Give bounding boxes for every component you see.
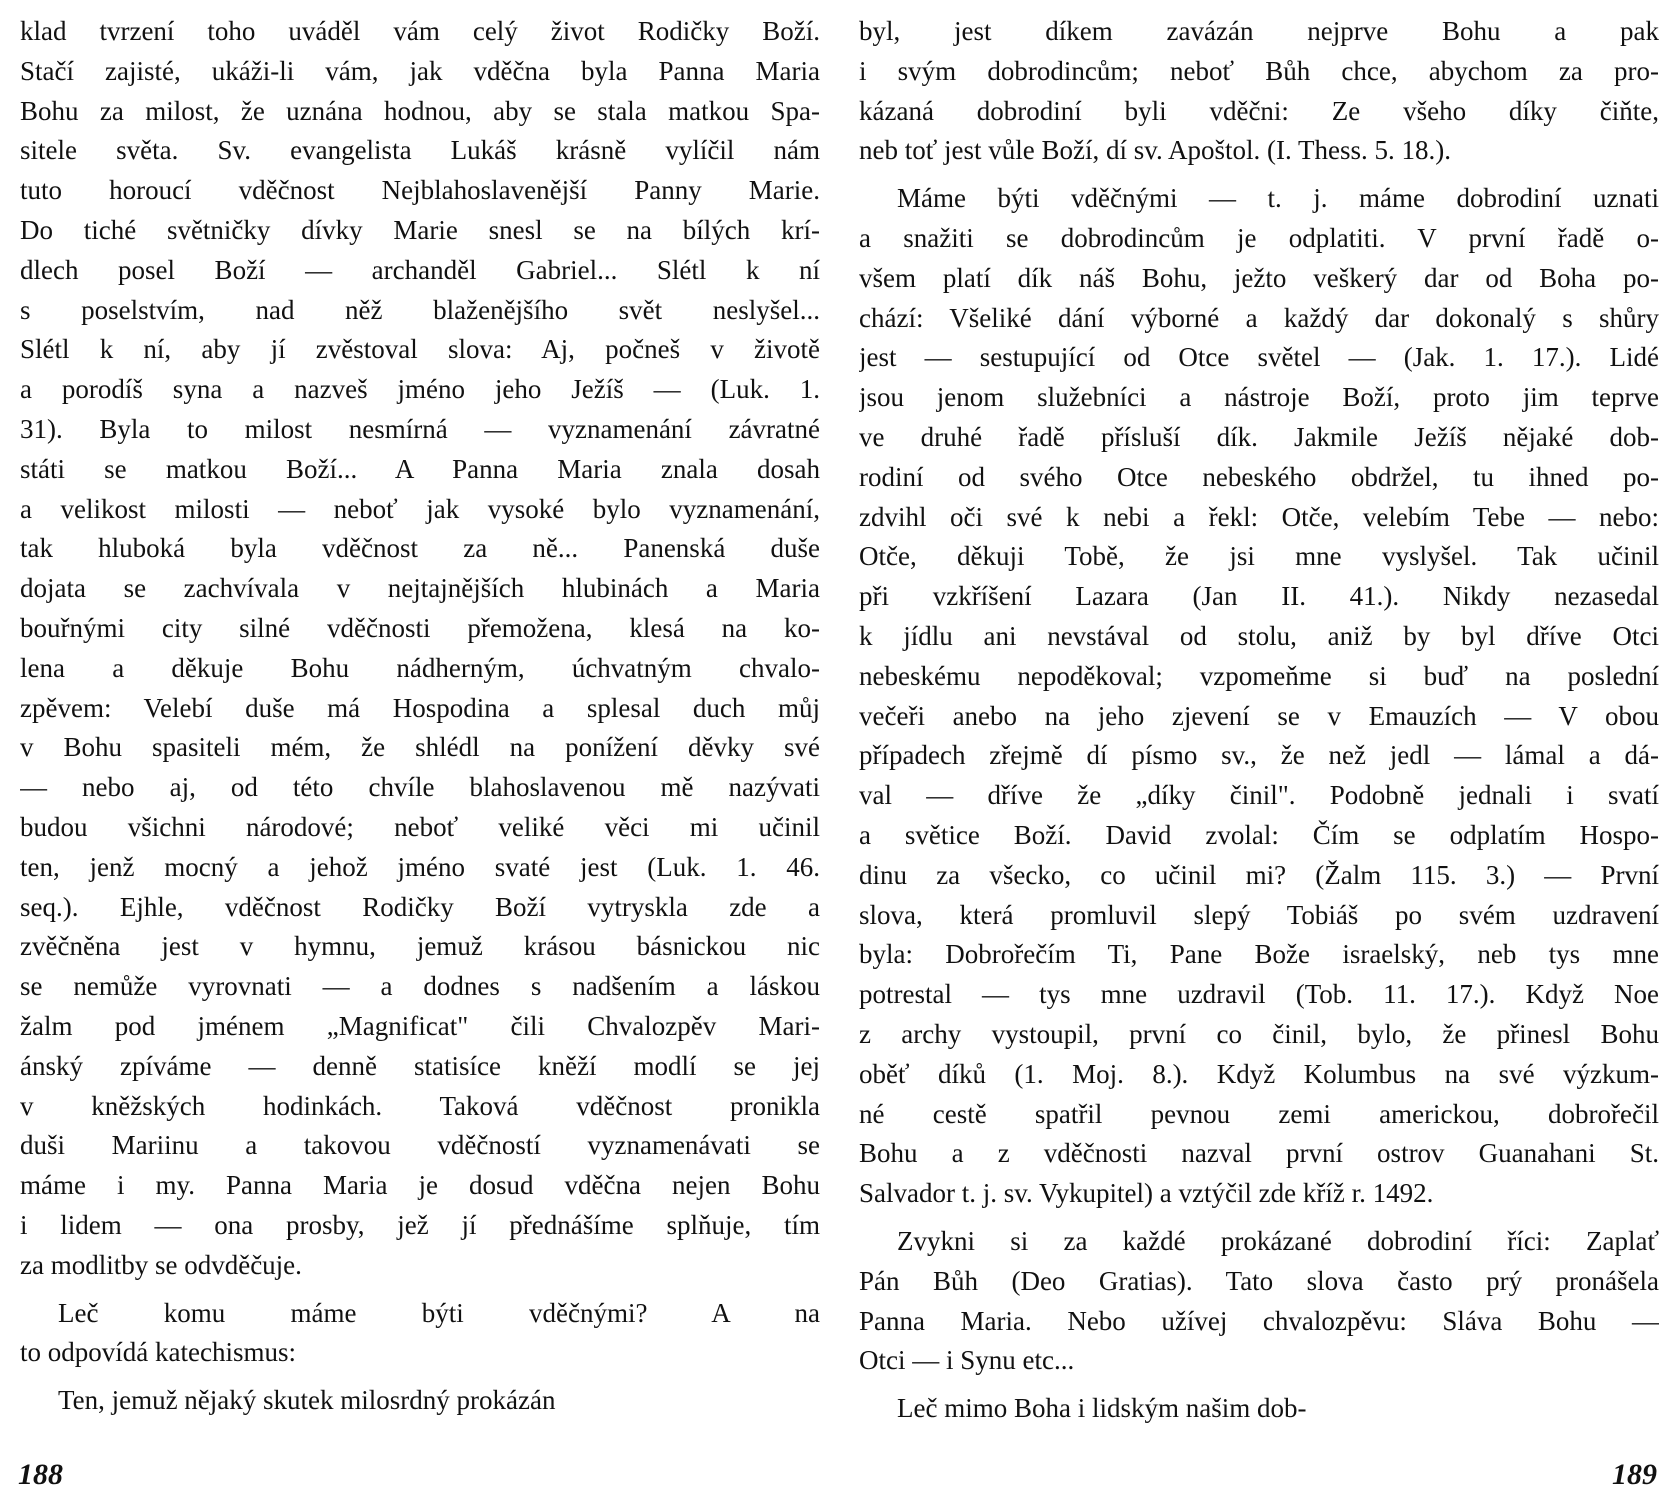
text-line: dlech posel Boží — archanděl Gabriel... Slétl k ní xyxy=(20,254,820,285)
text-line: tak hluboká byla vděčnost za ně... Panenská duše xyxy=(20,533,820,564)
text-line: v kněžských hodinkách. Taková vděčnost pronikla xyxy=(20,1090,820,1121)
text-line: potrestal — tys mne uzdravil (Tob. 11. 17.). Když Noe xyxy=(859,979,1659,1010)
text-line: tuto horoucí vděčnost Nejblahoslavenější Panny Marie. xyxy=(20,175,820,206)
paragraph xyxy=(859,1222,1659,1381)
text-line: i svým dobrodincům; neboť Bůh chce, abychom za pro- xyxy=(859,55,1659,86)
text-line: a snažiti se dobrodincům je odplatiti. V první řadě o- xyxy=(859,222,1659,253)
text-line: s poselstvím, nad něž blaženějšího svět neslyšel... xyxy=(20,294,820,325)
text-line: 31). Byla to milost nesmírná — vyznamenání závratné xyxy=(20,413,820,444)
right-text-column xyxy=(859,12,1659,1429)
text-line: chází: Všeliké dání výborné a každý dar dokonalý s shůry xyxy=(859,302,1659,333)
text-line: oběť díků (1. Moj. 8.). Když Kolumbus na své výzkum- xyxy=(859,1058,1659,1089)
text-line: kázaná dobrodiní byli vděčni: Ze všeho díky čiňte, xyxy=(859,95,1659,126)
text-line: to odpovídá katechismus: xyxy=(20,1337,296,1368)
text-line: Panna Maria. Nebo užívej chvalozpěvu: Sláva Bohu — xyxy=(859,1305,1659,1336)
left-text-column xyxy=(20,12,820,1421)
text-line: Do tiché světničky dívky Marie snesl se na bílých krí- xyxy=(20,214,820,245)
text-line: máme i my. Panna Maria je dosud vděčna nejen Bohu xyxy=(20,1170,820,1201)
paragraph xyxy=(859,12,1659,171)
text-line: případech zřejmě dí písmo sv., že než jedl — lámal a dá- xyxy=(859,740,1659,771)
text-line: duši Mariinu a takovou vděčností vyznamenávati se xyxy=(20,1130,820,1161)
text-line: val — dříve že „díky činil". Podobně jednali i svatí xyxy=(859,780,1659,811)
text-line: Leč komu máme býti vděčnými? A na xyxy=(58,1297,820,1328)
text-line: Slétl k ní, aby jí zvěstoval slova: Aj, počneš v životě xyxy=(20,334,820,365)
text-line: bouřnými city silné vděčnosti přemožena, klesá na ko- xyxy=(20,612,820,643)
text-line: Otče, děkuji Tobě, že jsi mne vyslyšel. Tak učinil xyxy=(859,541,1659,572)
text-line: budou všichni národové; neboť veliké věci mi učinil xyxy=(20,811,820,842)
text-line: Stačí zajisté, ukáži-li vám, jak vděčna byla Panna Maria xyxy=(20,55,820,86)
page-number-left: 188 xyxy=(18,1458,63,1491)
paragraph xyxy=(859,1389,1659,1429)
text-line: né cestě spatřil pevnou zemi americkou, dobrořečil xyxy=(859,1098,1659,1129)
text-line: seq.). Ejhle, vděčnost Rodičky Boží vytryskla zde a xyxy=(20,891,820,922)
text-line: se nemůže vyrovnati — a dodnes s nadšením a láskou xyxy=(20,971,820,1002)
text-line: jest — sestupující od Otce světel — (Jak. 1. 17.). Lidé xyxy=(859,342,1659,373)
paragraph-gap xyxy=(859,1381,1659,1389)
text-line: neb toť jest vůle Boží, dí sv. Apoštol. (I. Thess. 5. 18.). xyxy=(859,135,1451,166)
text-line: byl, jest díkem zavázán nejprve Bohu a pak xyxy=(859,16,1659,46)
text-line: Máme býti vděčnými — t. j. máme dobrodiní uznati xyxy=(897,183,1659,214)
text-line: dojata se zachvívala v nejtajnějších hlubinách a Maria xyxy=(20,573,820,604)
paragraph-gap xyxy=(859,171,1659,179)
text-line: sitele světa. Sv. evangelista Lukáš krásně vylíčil nám xyxy=(20,135,820,166)
text-line: žalm pod jménem „Magnificat" čili Chvalozpěv Mari- xyxy=(20,1010,820,1041)
paragraph xyxy=(859,179,1659,1214)
text-line: slova, která promluvil slepý Tobiáš po svém uzdravení xyxy=(859,899,1659,930)
text-line: v Bohu spasiteli mém, že shlédl na ponížení děvky své xyxy=(20,732,820,763)
paragraph xyxy=(20,1381,820,1421)
text-line: ten, jenž mocný a jehož jméno svaté jest (Luk. 1. 46. xyxy=(20,851,820,882)
text-line: Bohu za milost, že uznána hodnou, aby se stala matkou Spa- xyxy=(20,95,820,126)
paragraph-gap xyxy=(859,1214,1659,1222)
right-page xyxy=(853,0,1665,1500)
text-line: Pán Bůh (Deo Gratias). Tato slova často prý pronášela xyxy=(859,1265,1659,1296)
text-line: státi se matkou Boží... A Panna Maria znala dosah xyxy=(20,453,820,484)
text-line: lena a děkuje Bohu nádherným, úchvatným chvalo- xyxy=(20,652,820,683)
text-line: Otci — i Synu etc... xyxy=(859,1345,1075,1376)
text-line: nebeskému nepoděkoval; vzpomeňme si buď na poslední xyxy=(859,660,1659,691)
text-line: a porodíš syna a nazveš jméno jeho Ježíš — (Luk. 1. xyxy=(20,374,820,405)
text-line: večeři anebo na jeho zjevení se v Emauzích — V obou xyxy=(859,700,1659,731)
text-line: rodiní od svého Otce nebeského obdržel, tu ihned po- xyxy=(859,461,1659,492)
text-line: Leč mimo Boha i lidským našim dob- xyxy=(897,1393,1307,1424)
text-line: Bohu a z vděčnosti nazval první ostrov Guanahani St. xyxy=(859,1138,1659,1169)
text-line: Salvador t. j. sv. Vykupitel) a vztýčil zde kříž r. 1492. xyxy=(859,1178,1434,1209)
paragraph xyxy=(20,1294,820,1374)
text-line: za modlitby se odvděčuje. xyxy=(20,1249,302,1280)
text-line: Zvykni si za každé prokázané dobrodiní říci: Zaplať xyxy=(897,1225,1659,1256)
left-page xyxy=(14,0,826,1500)
text-line: zpěvem: Velebí duše má Hospodina a splesal duch můj xyxy=(20,692,820,723)
text-line: a velikost milosti — neboť jak vysoké bylo vyznamenání, xyxy=(20,493,820,524)
text-line: a světice Boží. David zvolal: Čím se odplatím Hospo- xyxy=(859,819,1659,850)
text-line: ve druhé řadě přísluší dík. Jakmile Ježíš nějaké dob- xyxy=(859,421,1659,452)
page-number-right: 189 xyxy=(1612,1458,1657,1491)
text-line: všem platí dík náš Bohu, ježto veškerý dar od Boha po- xyxy=(859,262,1659,293)
text-line: byla: Dobrořečím Ti, Pane Bože israelský, neb tys mne xyxy=(859,939,1659,970)
text-line: při vzkříšení Lazara (Jan II. 41.). Nikdy nezasedal xyxy=(859,581,1659,612)
text-line: z archy vystoupil, první co činil, bylo, že přinesl Bohu xyxy=(859,1018,1659,1049)
paragraph xyxy=(20,12,820,1286)
text-line: zdvihl oči své k nebi a řekl: Otče, velebím Tebe — nebo: xyxy=(859,501,1659,532)
text-line: jsou jenom služebníci a nástroje Boží, proto jim teprve xyxy=(859,382,1659,413)
text-line: zvěčněna jest v hymnu, jemuž krásou básnickou nic xyxy=(20,931,820,962)
paragraph-gap xyxy=(20,1373,820,1381)
text-line: dinu za všecko, co učinil mi? (Žalm 115. 3.) — První xyxy=(859,859,1659,890)
text-line: i lidem — ona prosby, jež jí přednášíme splňuje, tím xyxy=(20,1209,820,1240)
text-line: — nebo aj, od této chvíle blahoslavenou mě nazývati xyxy=(20,772,820,803)
text-line: Ten, jemuž nějaký skutek milosrdný prokázán xyxy=(58,1385,556,1416)
paragraph-gap xyxy=(20,1286,820,1294)
text-line: klad tvrzení toho uváděl vám celý život Rodičky Boží. xyxy=(20,16,820,46)
text-line: ánský zpíváme — denně statisíce kněží modlí se jej xyxy=(20,1050,820,1081)
text-line: k jídlu ani nevstával od stolu, aniž by byl dříve Otci xyxy=(859,620,1659,651)
